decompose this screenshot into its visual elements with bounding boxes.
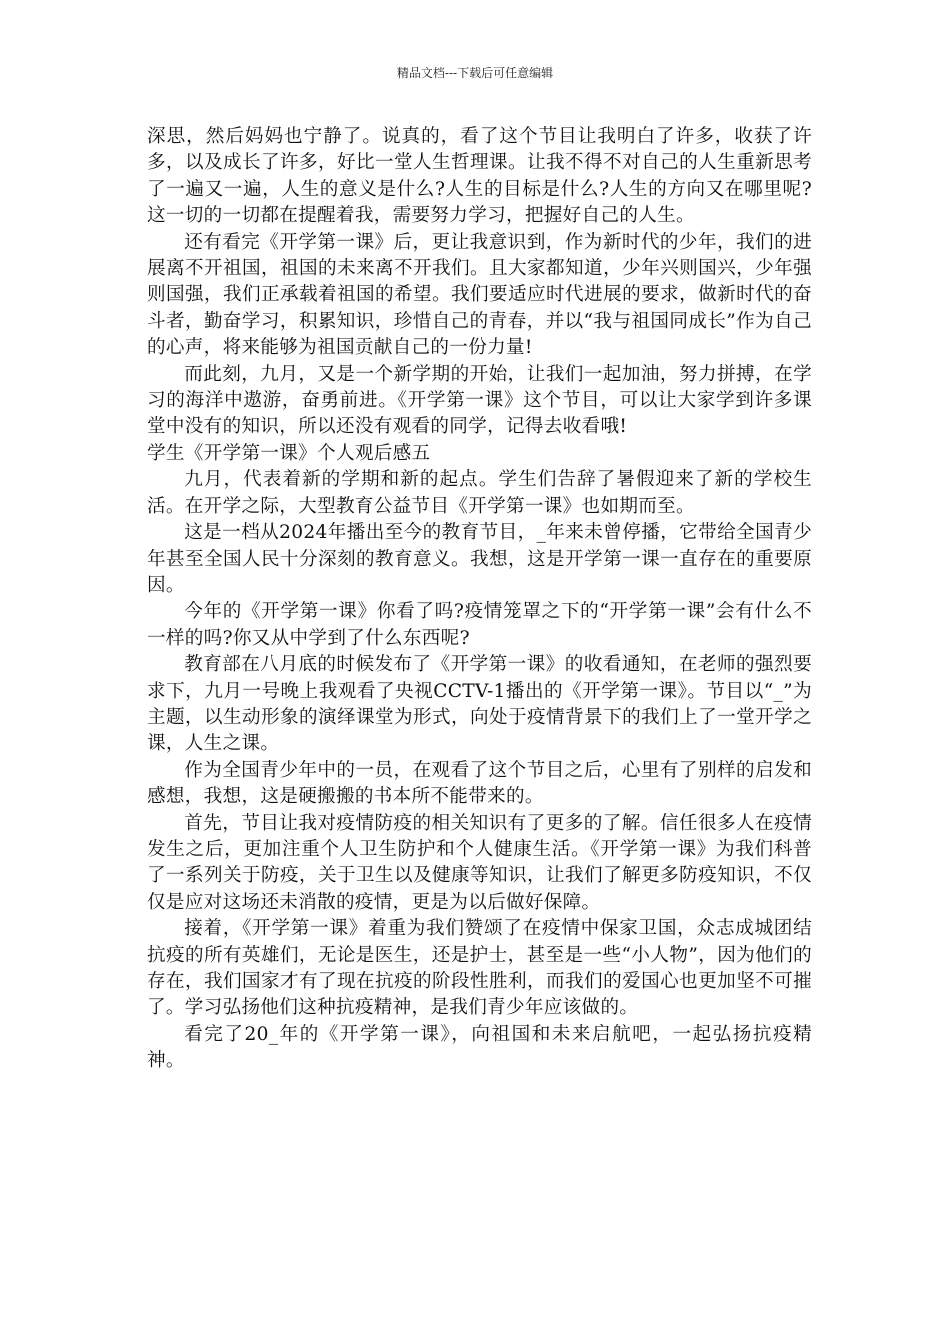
paragraph: 而此刻，九月，又是一个新学期的开始，让我们一起加油，努力拼搏，在学习的海洋中遨游，奋勇前进。《开学第一课》这个节目，可以让大家学到许多课堂中没有的知识，所以还没有观看的同学，记得去收看哦! (147, 363, 812, 438)
paragraph: 接着，《开学第一课》着重为我们赞颂了在疫情中保家卫国，众志成城团结抗疫的所有英雄们，无论是医生，还是护士，甚至是一些“小人物”，因为他们的存在，我们国家才有了现在抗疫的阶段性胜利，而我们的爱国心也更加坚不可摧了。学习弘扬他们这种抗疫精神，是我们青少年应该做的。 (147, 918, 812, 1019)
page-header: 精品文档---下载后可任意编辑 (396, 66, 554, 80)
paragraph: 深思，然后妈妈也宁静了。说真的，看了这个节目让我明白了许多，收获了许多，以及成长了许多，好比一堂人生哲理课。让我不得不对自己的人生重新思考了一遍又一遍，人生的意义是什么?人生的目标是什么?人生的方向又在哪里呢?这一切的一切都在提醒着我，需要努力学习，把握好自己的人生。 (147, 126, 812, 227)
paragraph: 看完了20_年的《开学第一课》，向祖国和未来启航吧，一起弘扬抗疫精神。 (147, 1023, 812, 1072)
paragraph: 还有看完《开学第一课》后，更让我意识到，作为新时代的少年，我们的进展离不开祖国，祖国的未来离不开我们。且大家都知道，少年兴则国兴，少年强则国强，我们正承载着祖国的希望。我们要适应时代进展的要求，做新时代的奋斗者，勤奋学习，积累知识，珍惜自己的青春，并以“我与祖国同成长”作为自己的心声，将来能够为祖国贡献自己的一份力量! (147, 231, 812, 359)
document-body (147, 124, 812, 1075)
paragraph: 作为全国青少年中的一员，在观看了这个节目之后，心里有了别样的启发和感想，我想，这是硬搬搬的书本所不能带来的。 (147, 759, 812, 808)
paragraph: 首先，节目让我对疫情防疫的相关知识有了更多的了解。信任很多人在疫情发生之后，更加注重个人卫生防护和个人健康生活。《开学第一课》为我们科普了一系列关于防疫，关于卫生以及健康等知识，让我们了解更多防疫知识，不仅仅是应对这场还未消散的疫情，更是为以后做好保障。 (147, 812, 812, 913)
paragraph: 九月，代表着新的学期和新的起点。学生们告辞了暑假迎来了新的学校生活。在开学之际，大型教育公益节目《开学第一课》也如期而至。 (147, 469, 812, 517)
section-heading: 学生《开学第一课》个人观后感五 (147, 442, 431, 464)
paragraph: 这是一档从2024年播出至今的教育节目，_年来未曾停播，它带给全国青少年甚至全国人民十分深刻的教育意义。我想，这是开学第一课一直存在的重要原因。 (147, 522, 812, 596)
paragraph: 今年的《开学第一课》你看了吗?疫情笼罩之下的“开学第一课”会有什么不一样的吗?你又从中学到了什么东西呢? (147, 601, 812, 649)
paragraph: 教育部在八月底的时候发布了《开学第一课》的收看通知，在老师的强烈要求下，九月一号晚上我观看了央视CCTV-1播出的《开学第一课》。节目以“_”为主题，以生动形象的演绎课堂为形式，向处于疫情背景下的我们上了一堂开学之课，人生之课。 (147, 654, 812, 755)
